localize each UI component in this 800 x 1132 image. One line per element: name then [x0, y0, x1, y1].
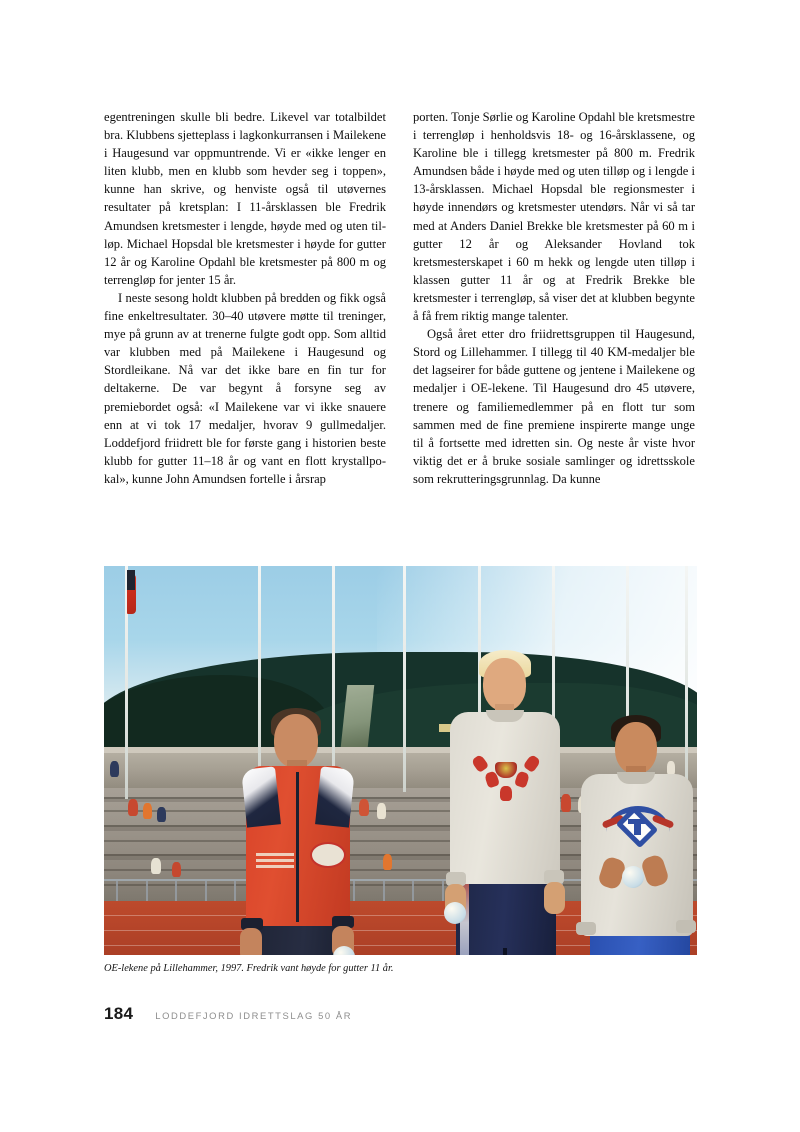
spectator	[151, 858, 161, 874]
photo-scene	[104, 566, 697, 955]
body-columns	[104, 108, 696, 488]
spectator	[377, 803, 386, 819]
logo-letter-t-stem	[634, 819, 641, 835]
hand	[544, 882, 565, 914]
running-head: LODDEFJORD IDRETTSLAG 50 ÅR	[155, 1010, 353, 1021]
paragraph: porten. Tonje Sørlie og Karoline Opdahl ble kretsmestre i terrengløp i henholdsvis 18- og 16-årsklassene, og Karoline ble i tillegg kretsmester på 800 m. Fredrik Amundsen både i høyde med og uten tilløp og i lengde i 13-årsklassen. Michael Hopsdal ble regionsmester i høyde innendørs og kretsmester utendørs. Når vi så tar med at Anders Daniel Brekke ble kretsmester på 60 m i gutter 12 år og Aleksander Hovland tok kretsmesterskapet i 60 m hekk og lengde uten tilløp i klassen gutter 11 år og at Fredrik Brekke ble kretsmester i terrengløp, så viser det at klubben begynte å få frem riktig mange talenter.	[413, 110, 695, 324]
spectator	[359, 799, 369, 816]
hand	[240, 928, 262, 955]
spectator	[383, 854, 392, 870]
right-column	[413, 108, 695, 488]
medal	[444, 902, 466, 924]
flag	[127, 570, 135, 590]
spectator	[110, 761, 119, 777]
flag-pole	[332, 566, 335, 788]
spectator	[157, 807, 166, 822]
paragraph: Også året etter dro friidrettsgruppen til Haugesund, Stord og Lillehammer. I tillegg til 40 KM-medaljer ble det lagseirer for både guttene og jentene i Mailekene og medaljer i OE-lekene. Til Haugesund dro 45 utøvere, trenere og familiemedlemmer på en flott tur som sammen med de fine premiene inspirerte mange unge til å fortsette med idretten sin. Og neste år viste hvor viktig det er å bruke sosiale samlinger og idrettsskole som rekrutteringsgrunnlag. Da kunne	[413, 327, 695, 486]
spectator	[561, 794, 571, 812]
sweatshirt-cuff	[676, 920, 696, 933]
paragraph: egentreningen skulle bli bedre. Likevel var totalbildet bra. Klubbens sjetteplass i lagkonkurransen i Mailekene i Haugesund var oppmuntrende. Vi er «ikke lenger en liten klubb, men en klubb som hevder seg i toppen», kunne han skrive, og henviste også til utøvernes resultater på kretsplan: I 11-årsklassen ble Fredrik Amundsen kretsmester i lengde, høyde med og uten tilløp. Michael Hopsdal ble kretsmester i høyde for gutter 12 år og Karoline Opdahl ble kretsmester på 800 m og terrengløp for jenter 15 år.	[104, 110, 386, 287]
tyrving-club-logo	[602, 804, 674, 848]
photo-caption: OE-lekene på Lillehammer, 1997. Fredrik vant høyde for gutter 11 år.	[104, 963, 394, 974]
jacket-sponsor-text	[256, 852, 294, 868]
flag-pole	[258, 566, 261, 784]
sweatshirt-graphic	[472, 746, 538, 806]
flag-pole	[685, 566, 688, 792]
spectator	[143, 803, 152, 819]
left-column	[104, 108, 386, 488]
sweatshirt-collar	[617, 772, 655, 784]
photograph	[104, 566, 697, 955]
sweatshirt-collar	[486, 710, 524, 722]
jacket-zipper	[296, 772, 299, 922]
club-crest	[495, 762, 517, 778]
spectator	[667, 761, 675, 775]
medal	[622, 866, 644, 888]
jacket-shoulder-stripe	[241, 766, 281, 827]
sweatshirt-cuff	[576, 922, 596, 935]
pants-seam	[503, 948, 507, 955]
track-pants	[456, 872, 556, 955]
club-badge	[310, 842, 346, 868]
paragraph: I neste sesong holdt klubben på bredden og fikk også fine enkeltresultater. 30–40 utøvere møtte til treninger, mye på grunn av at trenerne fulgte godt opp. Som alltid var klubben med på Mailekene i Haugesund og Stordleikane. Nå var det ikke bare en fin tur for deltakerne. De var begynt å forsyne seg av premiebordet også: «I Mailekene var vi ikke snauere enn at vi tok 17 medaljer, hvorav 9 gullmedaljer. Loddefjord friidrett ble for første gang i historien beste klubb for gutter 11–18 år og vant en flott krystallpokal», kunne John Amundsen fortelle i årsrap	[104, 290, 386, 486]
jacket-shoulder-stripe	[315, 766, 355, 827]
page-footer	[104, 1004, 352, 1024]
spectator	[172, 862, 181, 877]
page-number: 184	[104, 1004, 134, 1023]
spectator	[128, 799, 138, 816]
stadium-wall-cap	[104, 747, 697, 753]
flag-pole	[403, 566, 406, 792]
sweatshirt	[581, 774, 693, 936]
